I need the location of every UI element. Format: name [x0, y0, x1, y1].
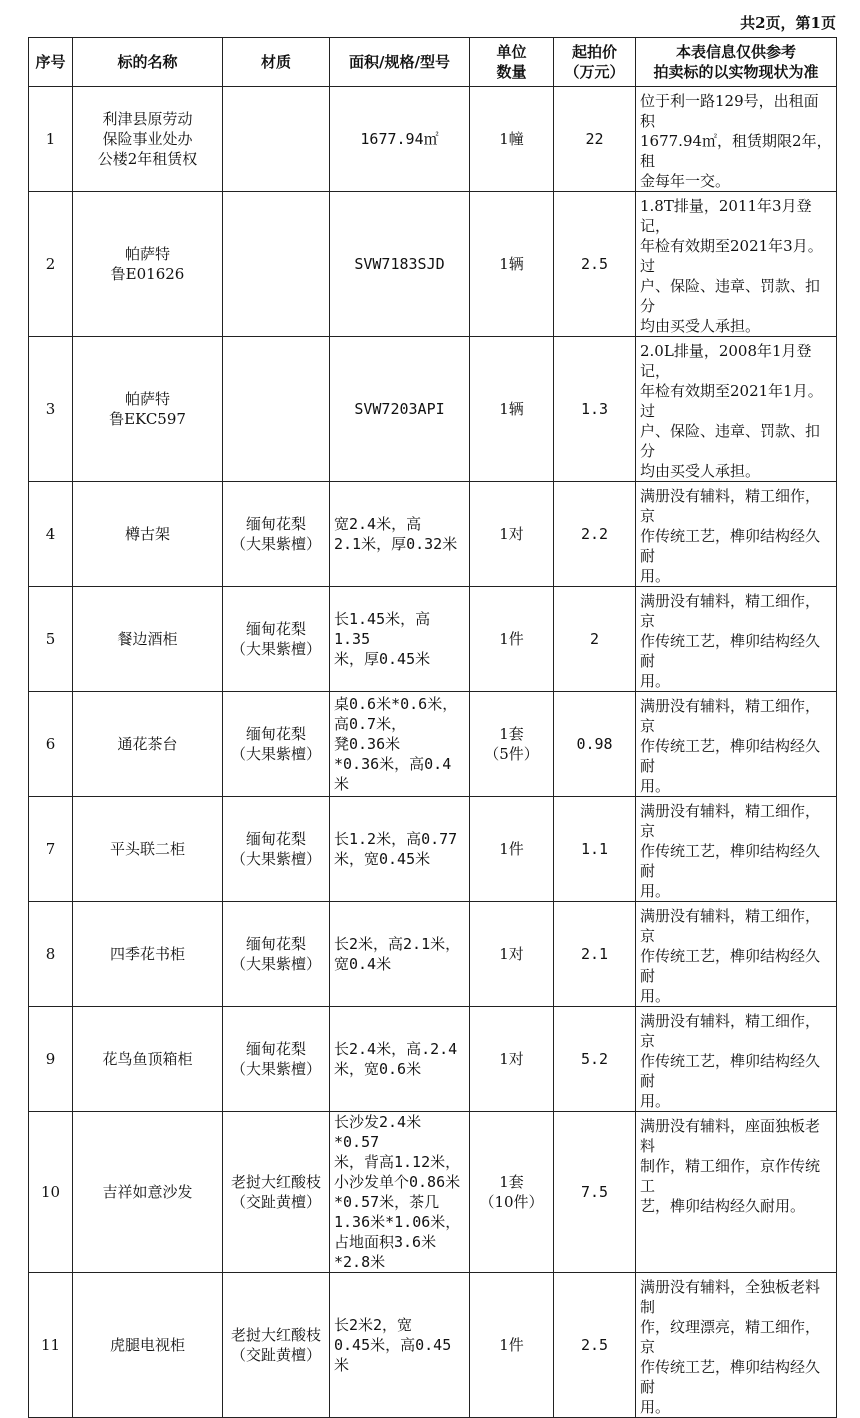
cell-spec: [330, 87, 470, 192]
note-line: 作传统工艺，榫卯结构经久耐: [640, 737, 821, 775]
quantity-line: 1对: [499, 945, 524, 963]
quantity-line: 1幢: [499, 130, 524, 148]
note-line: 满册没有辅料，精工细作，京: [640, 907, 821, 945]
table-row: [29, 902, 837, 1007]
cell-note: [636, 87, 837, 192]
spec-line: 长2米2，宽: [334, 1316, 413, 1334]
cell-material: [223, 87, 330, 192]
cell-quantity: [470, 1112, 554, 1273]
cell-quantity: [470, 1007, 554, 1112]
page-number-label: 共2页，第1页: [740, 14, 836, 32]
cell-material: [223, 692, 330, 797]
item-name-line: 通花茶台: [117, 735, 178, 753]
item-name-line: 鲁EKC597: [109, 410, 186, 428]
material-line: 老挝大红酸枝: [230, 1173, 321, 1191]
note-line: 均由买受人承担。: [640, 462, 761, 480]
cell-spec: [330, 1273, 470, 1418]
note-line: 作传统工艺，榫卯结构经久耐: [640, 1358, 821, 1396]
note-line: 满册没有辅料，精工细作，京: [640, 802, 821, 840]
cell-starting-price: 2.1: [554, 902, 636, 1007]
material-line: （大果紫檀）: [230, 955, 321, 973]
note-line: 年检有效期至2021年1月。过: [640, 382, 823, 420]
cell-no: 8: [29, 902, 73, 1007]
cell-starting-price: 0.98: [554, 692, 636, 797]
cell-item-name: [73, 482, 223, 587]
quantity-line: 1套: [499, 725, 524, 743]
cell-starting-price: 2.5: [554, 192, 636, 337]
note-line: 满册没有辅料，精工细作，京: [640, 592, 821, 630]
item-name-line: 餐边酒柜: [117, 630, 178, 648]
cell-no: 4: [29, 482, 73, 587]
item-name-line: 平头联二柜: [109, 840, 185, 858]
table-row: [29, 482, 837, 587]
spec-line: 占地面积3.6米: [334, 1233, 437, 1251]
cell-no: 7: [29, 797, 73, 902]
cell-spec: [330, 1112, 470, 1273]
note-line: 用。: [640, 672, 671, 690]
note-line: 作传统工艺，榫卯结构经久耐: [640, 632, 821, 670]
item-name-line: 樽古架: [124, 525, 170, 543]
cell-starting-price: 7.5: [554, 1112, 636, 1273]
note-line: 户、保险、违章、罚款、扣分: [640, 277, 821, 315]
header-spec: [330, 38, 470, 87]
cell-spec: [330, 482, 470, 587]
quantity-line: 1件: [499, 840, 524, 858]
spec-line: 长1.45米，高1.35: [334, 610, 431, 648]
material-line: （大果紫檀）: [230, 640, 321, 658]
cell-note: [636, 1007, 837, 1112]
note-line: 满册没有辅料，座面独板老料: [640, 1117, 821, 1155]
spec-line: 2.1米，厚0.32米: [334, 535, 458, 553]
spec-line: SVW7183SJD: [354, 255, 445, 273]
material-line: （交趾黄檀）: [230, 1193, 321, 1211]
cell-starting-price: 2.5: [554, 1273, 636, 1418]
cell-starting-price: 5.2: [554, 1007, 636, 1112]
cell-starting-price: 1.1: [554, 797, 636, 902]
cell-quantity: [470, 902, 554, 1007]
table-body: [29, 87, 837, 1418]
item-name-line: 帕萨特: [124, 390, 170, 408]
item-name-line: 虎腿电视柜: [109, 1336, 185, 1354]
header-note: [636, 38, 837, 87]
cell-quantity: [470, 482, 554, 587]
material-line: （大果紫檀）: [230, 745, 321, 763]
material-line: 缅甸花梨: [245, 1040, 306, 1058]
note-line: 金每年一交。: [640, 172, 731, 190]
table-row: [29, 337, 837, 482]
header-line: 序号: [35, 53, 66, 71]
spec-line: 0.45米，高0.45米: [334, 1336, 452, 1374]
spec-line: 桌0.6米*0.6米，: [334, 695, 458, 713]
note-line: 满册没有辅料，精工细作，京: [640, 487, 821, 525]
cell-spec: [330, 692, 470, 797]
quantity-line: 1辆: [499, 255, 524, 273]
item-name-line: 公楼2年租赁权: [97, 150, 198, 168]
cell-spec: [330, 587, 470, 692]
note-line: 位于利一路129号，出租面积: [640, 92, 819, 130]
item-name-line: 保险事业处办: [102, 130, 193, 148]
note-line: 满册没有辅料，全独板老料制: [640, 1278, 821, 1316]
header-line: 拍卖标的以实物现状为准: [653, 63, 819, 81]
cell-quantity: [470, 1273, 554, 1418]
note-line: 作传统工艺，榫卯结构经久耐: [640, 1052, 821, 1090]
cell-spec: [330, 1007, 470, 1112]
note-line: 用。: [640, 987, 671, 1005]
cell-starting-price: 22: [554, 87, 636, 192]
cell-item-name: [73, 192, 223, 337]
cell-spec: [330, 337, 470, 482]
cell-item-name: [73, 1273, 223, 1418]
material-line: （大果紫檀）: [230, 1060, 321, 1078]
spec-line: 高0.7米，: [334, 715, 407, 733]
cell-material: [223, 1273, 330, 1418]
cell-note: [636, 192, 837, 337]
material-line: 缅甸花梨: [245, 620, 306, 638]
cell-item-name: [73, 692, 223, 797]
note-line: 用。: [640, 882, 671, 900]
header-line: 起拍价: [571, 43, 617, 61]
cell-starting-price: 2: [554, 587, 636, 692]
material-line: 缅甸花梨: [245, 725, 306, 743]
spec-line: 米，宽0.6米: [334, 1060, 422, 1078]
cell-no: 5: [29, 587, 73, 692]
header-line: 材质: [260, 53, 291, 71]
material-line: （大果紫檀）: [230, 535, 321, 553]
header-line: 标的名称: [117, 53, 178, 71]
header-no: [29, 38, 73, 87]
note-line: 户、保险、违章、罚款、扣分: [640, 422, 821, 460]
note-line: 用。: [640, 567, 671, 585]
spec-line: 米，背高1.12米，: [334, 1153, 461, 1171]
cell-note: [636, 902, 837, 1007]
auction-items-table: [28, 37, 837, 1418]
material-line: 缅甸花梨: [245, 830, 306, 848]
cell-note: [636, 1112, 837, 1273]
cell-material: [223, 797, 330, 902]
quantity-line: 1件: [499, 630, 524, 648]
item-name-line: 帕萨特: [124, 245, 170, 263]
cell-note: [636, 482, 837, 587]
cell-quantity: [470, 87, 554, 192]
item-name-line: 利津县原劳动: [102, 110, 193, 128]
material-line: 缅甸花梨: [245, 935, 306, 953]
quantity-line: （10件）: [479, 1193, 544, 1211]
note-line: 艺，榫卯结构经久耐用。: [640, 1197, 806, 1215]
table-row: [29, 1007, 837, 1112]
spec-line: *0.36米，高0.4米: [334, 755, 452, 793]
spec-line: 米，宽0.45米: [334, 850, 431, 868]
cell-note: [636, 797, 837, 902]
note-line: 满册没有辅料，精工细作，京: [640, 1012, 821, 1050]
material-line: （交趾黄檀）: [230, 1346, 321, 1364]
cell-quantity: [470, 587, 554, 692]
cell-no: 1: [29, 87, 73, 192]
material-line: 老挝大红酸枝: [230, 1326, 321, 1344]
cell-no: 6: [29, 692, 73, 797]
item-name-line: 吉祥如意沙发: [102, 1183, 193, 1201]
spec-line: 1677.94㎡: [360, 130, 439, 148]
header-line: （万元）: [564, 63, 625, 81]
spec-line: 米，厚0.45米: [334, 650, 431, 668]
spec-line: SVW7203API: [354, 400, 445, 418]
table-row: [29, 797, 837, 902]
cell-material: [223, 902, 330, 1007]
note-line: 均由买受人承担。: [640, 317, 761, 335]
cell-item-name: [73, 87, 223, 192]
table-row: [29, 692, 837, 797]
spec-line: 长2.4米，高.2.4: [334, 1040, 458, 1058]
note-line: 作传统工艺，榫卯结构经久耐: [640, 947, 821, 985]
cell-quantity: [470, 692, 554, 797]
note-line: 用。: [640, 1092, 671, 1110]
header-line: 面积/规格/型号: [349, 53, 450, 71]
cell-spec: [330, 797, 470, 902]
quantity-line: 1辆: [499, 400, 524, 418]
spec-line: *0.57米，茶几: [334, 1193, 440, 1211]
spec-line: 小沙发单个0.86米: [334, 1173, 461, 1191]
cell-starting-price: 1.3: [554, 337, 636, 482]
cell-material: [223, 1007, 330, 1112]
note-line: 1677.94㎡，租赁期限2年，租: [640, 132, 832, 170]
spec-line: 凳0.36米: [334, 735, 401, 753]
cell-material: [223, 337, 330, 482]
spec-line: 长1.2米，高0.77: [334, 830, 458, 848]
cell-spec: [330, 902, 470, 1007]
cell-quantity: [470, 797, 554, 902]
note-line: 制作，精工细作，京作传统工: [640, 1157, 821, 1195]
note-line: 作，纹理漂亮，精工细作，京: [640, 1318, 821, 1356]
header-line: 数量: [496, 63, 527, 81]
cell-no: 3: [29, 337, 73, 482]
header-material: [223, 38, 330, 87]
spec-line: 长2米，高2.1米，: [334, 935, 461, 953]
cell-item-name: [73, 587, 223, 692]
quantity-line: 1对: [499, 1050, 524, 1068]
item-name-line: 四季花书柜: [109, 945, 185, 963]
note-line: 用。: [640, 777, 671, 795]
cell-no: 2: [29, 192, 73, 337]
quantity-line: 1套: [499, 1173, 524, 1191]
item-name-line: 花鸟鱼顶箱柜: [102, 1050, 193, 1068]
table-row: [29, 192, 837, 337]
cell-item-name: [73, 902, 223, 1007]
spec-line: 宽0.4米: [334, 955, 392, 973]
cell-note: [636, 587, 837, 692]
header-name: [73, 38, 223, 87]
note-line: 2.0L排量，2008年1月登记，: [640, 342, 812, 380]
cell-material: [223, 1112, 330, 1273]
header-price: [554, 38, 636, 87]
header-line: 单位: [496, 43, 527, 61]
note-line: 用。: [640, 1398, 671, 1416]
spec-line: 长沙发2.4米*0.57: [334, 1113, 422, 1151]
table-row: [29, 1112, 837, 1273]
table-row: [29, 587, 837, 692]
quantity-line: （5件）: [484, 745, 539, 763]
header-line: 本表信息仅供参考: [675, 43, 796, 61]
material-line: 缅甸花梨: [245, 515, 306, 533]
cell-material: [223, 192, 330, 337]
cell-no: 10: [29, 1112, 73, 1273]
material-line: （大果紫檀）: [230, 850, 321, 868]
note-line: 1.8T排量，2011年3月登记，: [640, 197, 812, 235]
cell-spec: [330, 192, 470, 337]
cell-note: [636, 337, 837, 482]
item-name-line: 鲁E01626: [110, 265, 185, 283]
cell-quantity: [470, 337, 554, 482]
cell-item-name: [73, 1007, 223, 1112]
spec-line: 宽2.4米，高: [334, 515, 422, 533]
quantity-line: 1对: [499, 525, 524, 543]
note-line: 作传统工艺，榫卯结构经久耐: [640, 527, 821, 565]
cell-material: [223, 587, 330, 692]
cell-no: 11: [29, 1273, 73, 1418]
quantity-line: 1件: [499, 1336, 524, 1354]
cell-note: [636, 1273, 837, 1418]
spec-line: *2.8米: [334, 1253, 386, 1271]
header-qty: [470, 38, 554, 87]
spec-line: 1.36米*1.06米，: [334, 1213, 461, 1231]
cell-material: [223, 482, 330, 587]
note-line: 年检有效期至2021年3月。过: [640, 237, 823, 275]
table-header-row: [29, 38, 837, 87]
cell-quantity: [470, 192, 554, 337]
cell-no: 9: [29, 1007, 73, 1112]
note-line: 满册没有辅料，精工细作，京: [640, 697, 821, 735]
cell-item-name: [73, 797, 223, 902]
cell-item-name: [73, 1112, 223, 1273]
cell-item-name: [73, 337, 223, 482]
note-line: 作传统工艺，榫卯结构经久耐: [640, 842, 821, 880]
table-row: [29, 87, 837, 192]
cell-starting-price: 2.2: [554, 482, 636, 587]
cell-note: [636, 692, 837, 797]
table-row: [29, 1273, 837, 1418]
